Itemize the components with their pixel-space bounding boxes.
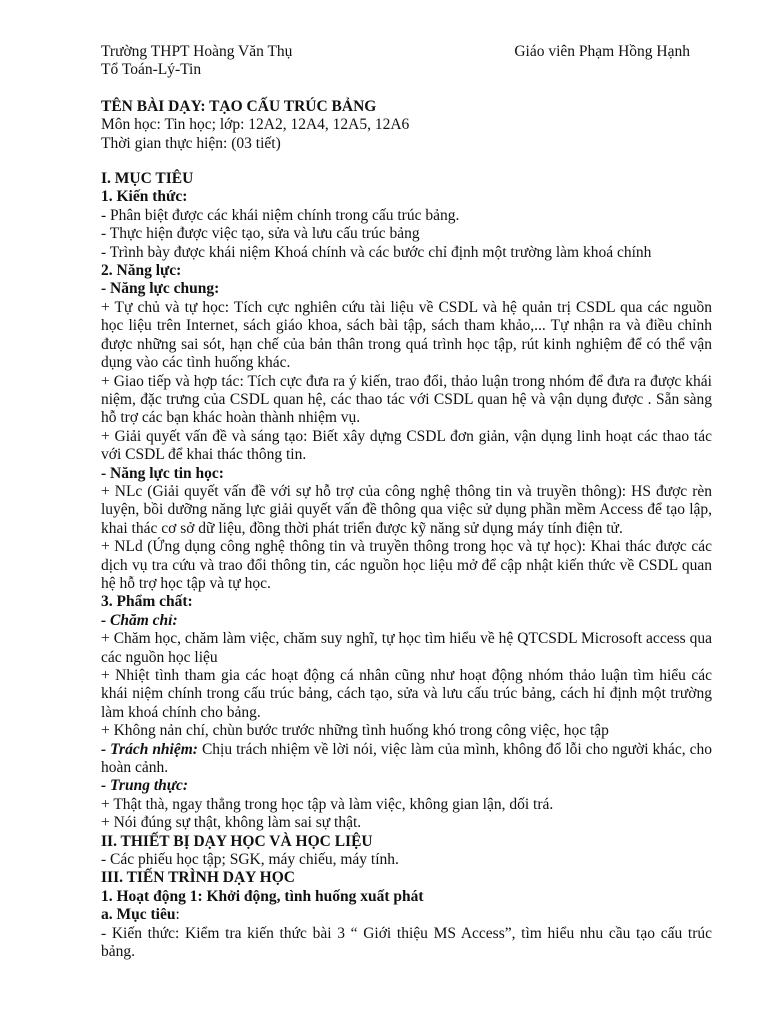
objective-label: a. Mục tiêu bbox=[101, 906, 176, 924]
responsibility-label: - Trách nhiệm: bbox=[101, 740, 198, 758]
knowledge-item: - Thực hiện được việc tạo, sửa và lưu cấu trúc bảng bbox=[101, 225, 420, 243]
section-heading-objectives: I. MỤC TIÊU bbox=[101, 170, 194, 188]
subject-line: Môn học: Tin học; lớp: 12A2, 12A4, 12A5, 12A6 bbox=[101, 116, 410, 134]
subheading-competency: 2. Năng lực: bbox=[101, 262, 182, 280]
knowledge-check-text: - Kiến thức: Kiểm tra kiến thức bài 3 “ Giới thiệu MS Access”, tìm hiểu nhu cầu tạo cấu trúc bảng. bbox=[101, 924, 712, 961]
responsibility-text: Chịu trách nhiệm về lời nói, việc làm của mình, không đổ lỗi cho người khác, cho hoàn cảnh. bbox=[101, 740, 713, 777]
knowledge-item: - Phân biệt được các khái niệm chính trong cấu trúc bảng. bbox=[101, 206, 460, 224]
diligent-item: + Chăm học, chăm làm việc, chăm suy nghĩ, tự học tìm hiểu về hệ QTCSDL Microsoft access qua các nguồn học liệu bbox=[101, 630, 712, 666]
section-heading-equipment: II. THIẾT BỊ DẠY HỌC VÀ HỌC LIỆU bbox=[101, 832, 373, 850]
subheading-honesty: - Trung thực: bbox=[101, 777, 189, 795]
general-competency-item: + Giải quyết vấn đề và sáng tạo: Biết xây dựng CSDL đơn giản, vận dụng linh hoạt các thao tác với CSDL để khai thác thông tin. bbox=[101, 427, 712, 464]
school-name: Trường THPT Hoàng Văn Thụ bbox=[101, 43, 293, 60]
section-heading-process: III. TIẾN TRÌNH DẠY HỌC bbox=[101, 869, 295, 887]
general-competency-item: + Giao tiếp và hợp tác: Tích cực đưa ra ý kiến, trao đổi, thảo luận trong nhóm để đưa ra được khái niệm, đặc trưng của CSDL quan hệ, các thao tác với CSDL quan hệ và vận dụng được . Sẵn sàng hỗ trợ các bạn khác hoàn thành nhiệm vụ. bbox=[101, 372, 712, 427]
honesty-item: + Nói đúng sự thật, không làm sai sự thật. bbox=[101, 814, 362, 832]
subheading-knowledge: 1. Kiến thức: bbox=[101, 188, 188, 206]
responsibility-paragraph bbox=[101, 741, 712, 778]
lesson-title: TÊN BÀI DẠY: TẠO CẤU TRÚC BẢNG bbox=[101, 97, 377, 115]
objective-line bbox=[101, 906, 712, 924]
teacher-name: Giáo viên Phạm Hồng Hạnh bbox=[514, 43, 690, 60]
subheading-qualities: 3. Phẩm chất: bbox=[101, 593, 193, 611]
general-competency-item: + Tự chủ và tự học: Tích cực nghiên cứu tài liệu về CSDL và hệ quản trị CSDL qua các nguồn học liệu trên Internet, sách giáo khoa, sách bài tập, sách tham khảo,... Tự nhận ra và điều chỉnh được những sai sót, hạn chế của bản thân trong quá trình học tập, rút kinh nghiệm để có thể vận dụng vào các tình huống khác. bbox=[101, 298, 712, 372]
diligent-item: + Nhiệt tình tham gia các hoạt động cá nhân cũng như hoạt động nhóm thảo luận tìm hiểu các khái niệm chính trong cấu trúc bảng, cách tạo, sửa và lưu cấu trúc bảng, cách hỉ định một trường làm khoá chính cho bảng. bbox=[101, 667, 712, 721]
activity-heading: 1. Hoạt động 1: Khởi động, tình huống xuất phát bbox=[101, 887, 424, 905]
subheading-it-competency: - Năng lực tin học: bbox=[101, 464, 224, 482]
equipment-text: - Các phiếu học tập; SGK, máy chiếu, máy tính. bbox=[101, 851, 399, 869]
objective-colon: : bbox=[175, 906, 180, 924]
it-competency-item: + NLd (Ứng dụng công nghệ thông tin và truyền thông trong học và tự học): Khai thác được các dịch vụ tra cứu và trao đổi thông tin, các nguồn học liệu mở để cập nhật kiến thức về CSDL quan hệ hỗ trợ học tập và tự học. bbox=[101, 538, 712, 592]
knowledge-item: - Trình bày được khái niệm Khoá chính và các bước chỉ định một trường làm khoá chính bbox=[101, 243, 652, 261]
duration-line: Thời gian thực hiện: (03 tiết) bbox=[101, 134, 281, 152]
document-body bbox=[101, 43, 712, 962]
it-competency-item: + NLc (Giải quyết vấn đề với sự hỗ trợ của công nghệ thông tin và truyền thông): HS được rèn luyện, bồi dưỡng năng lực giải quyết vấn đề thông qua việc sử dụng phần mềm Access để tạo lập, khai thác cơ sở dữ liệu, đồng thời phát triển được kỹ năng sử dụng máy tính điện tử. bbox=[101, 482, 712, 537]
subheading-general-competency: - Năng lực chung: bbox=[101, 280, 220, 298]
subheading-diligent: - Chăm chỉ: bbox=[101, 611, 178, 629]
department-name: Tổ Toán-Lý-Tin bbox=[101, 61, 202, 79]
diligent-item: + Không nản chí, chùn bước trước những tình huống khó trong công việc, học tập bbox=[101, 722, 609, 740]
header-row bbox=[101, 43, 712, 61]
honesty-item: + Thật thà, ngay thẳng trong học tập và làm việc, không gian lận, dối trá. bbox=[101, 795, 554, 813]
